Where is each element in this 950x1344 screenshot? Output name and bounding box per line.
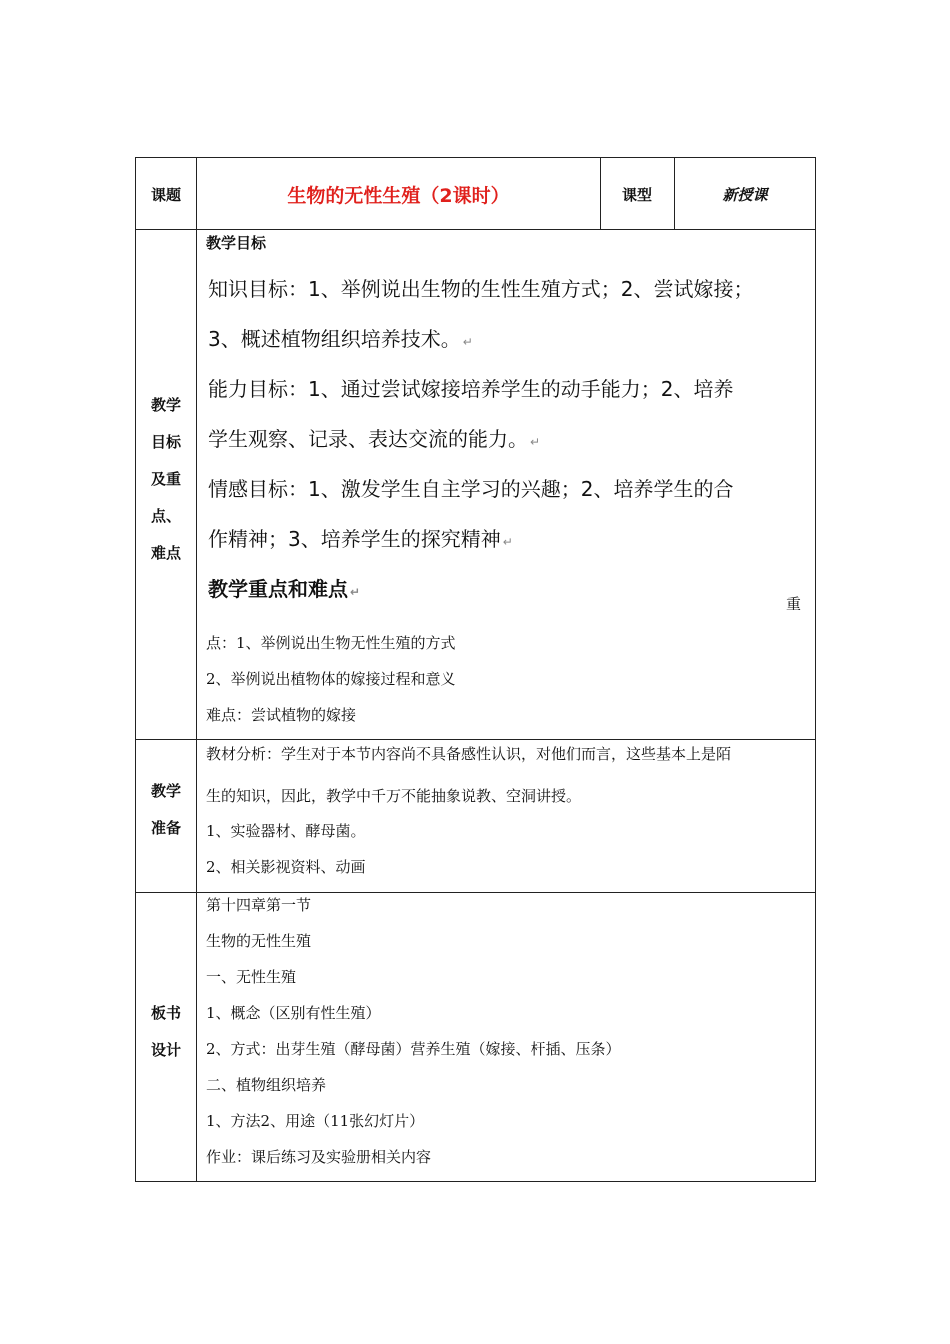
paragraph-mark-icon: ↵	[350, 585, 361, 599]
board-line: 第十四章第一节	[206, 896, 312, 914]
goals-label-line: 教学	[150, 396, 181, 414]
key-point-line: 难点：尝试植物的嫁接	[206, 706, 357, 724]
goal-line	[208, 514, 513, 567]
board-line: 二、植物组织培养	[206, 1076, 327, 1094]
goal-line	[208, 314, 473, 367]
goal-line-text: 3、概述植物组织培养技术。	[208, 327, 461, 351]
goal-line: 能力目标：1、通过尝试嫁接培养学生的动手能力；2、培养	[208, 377, 734, 401]
board-line: 2、方式：出芽生殖（酵母菌）营养生殖（嫁接、杆插、压条）	[206, 1040, 621, 1058]
prep-line: 2、相关影视资料、动画	[206, 858, 366, 876]
goal-line	[208, 414, 540, 467]
prep-label-line: 教学	[150, 782, 181, 800]
board-line: 1、概念（区别有性生殖）	[206, 1004, 381, 1022]
prep-line: 生的知识，因此，教学中千万不能抽象说教、空洞讲授。	[206, 787, 582, 805]
paragraph-mark-icon: ↵	[502, 535, 513, 549]
goal-line: 知识目标：1、举例说出生物的生性生殖方式；2、尝试嫁接；	[208, 277, 754, 301]
course-type-label: 课型	[621, 185, 652, 204]
paragraph-mark-icon: ↵	[530, 435, 541, 449]
goal-line-text: 学生观察、记录、表达交流的能力。	[208, 427, 528, 451]
board-line: 1、方法2、用途（11张幻灯片）	[206, 1112, 425, 1130]
goals-label-line: 目标	[150, 433, 181, 451]
lesson-plan-table	[135, 157, 816, 1182]
topic-label: 课题	[150, 185, 181, 204]
board-line: 作业：课后练习及实验册相关内容	[206, 1148, 432, 1166]
goals-label-line: 点、	[150, 507, 181, 525]
board-line: 一、无性生殖	[206, 968, 297, 986]
key-points-prefix: 重	[786, 595, 802, 613]
board-line: 生物的无性生殖	[206, 932, 312, 950]
goal-line-text: 作精神；3、培养学生的探究精神	[208, 527, 501, 551]
key-points-heading	[208, 564, 360, 617]
prep-line: 教材分析：学生对于本节内容尚不具备感性认识，对他们而言，这些基本上是陌	[206, 745, 732, 763]
board-label-line: 板书	[150, 1004, 181, 1022]
key-points-heading-text: 教学重点和难点	[208, 577, 348, 601]
board-label-line: 设计	[150, 1041, 181, 1059]
goals-label-line: 难点	[150, 544, 181, 562]
key-point-line: 点：1、举例说出生物无性生殖的方式	[206, 634, 456, 652]
prep-line: 1、实验器材、酵母菌。	[206, 822, 366, 840]
goals-label-line: 及重	[150, 470, 181, 488]
lesson-title: 生物的无性生殖（2课时）	[287, 184, 510, 207]
prep-label-line: 准备	[150, 819, 181, 837]
course-type-value: 新授课	[722, 185, 768, 204]
key-point-line: 2、举例说出植物体的嫁接过程和意义	[206, 670, 456, 688]
column-divider-label	[196, 158, 197, 1181]
goals-heading: 教学目标	[206, 234, 267, 252]
paragraph-mark-icon: ↵	[462, 335, 473, 349]
goal-line: 情感目标：1、激发学生自主学习的兴趣；2、培养学生的合	[208, 477, 734, 501]
